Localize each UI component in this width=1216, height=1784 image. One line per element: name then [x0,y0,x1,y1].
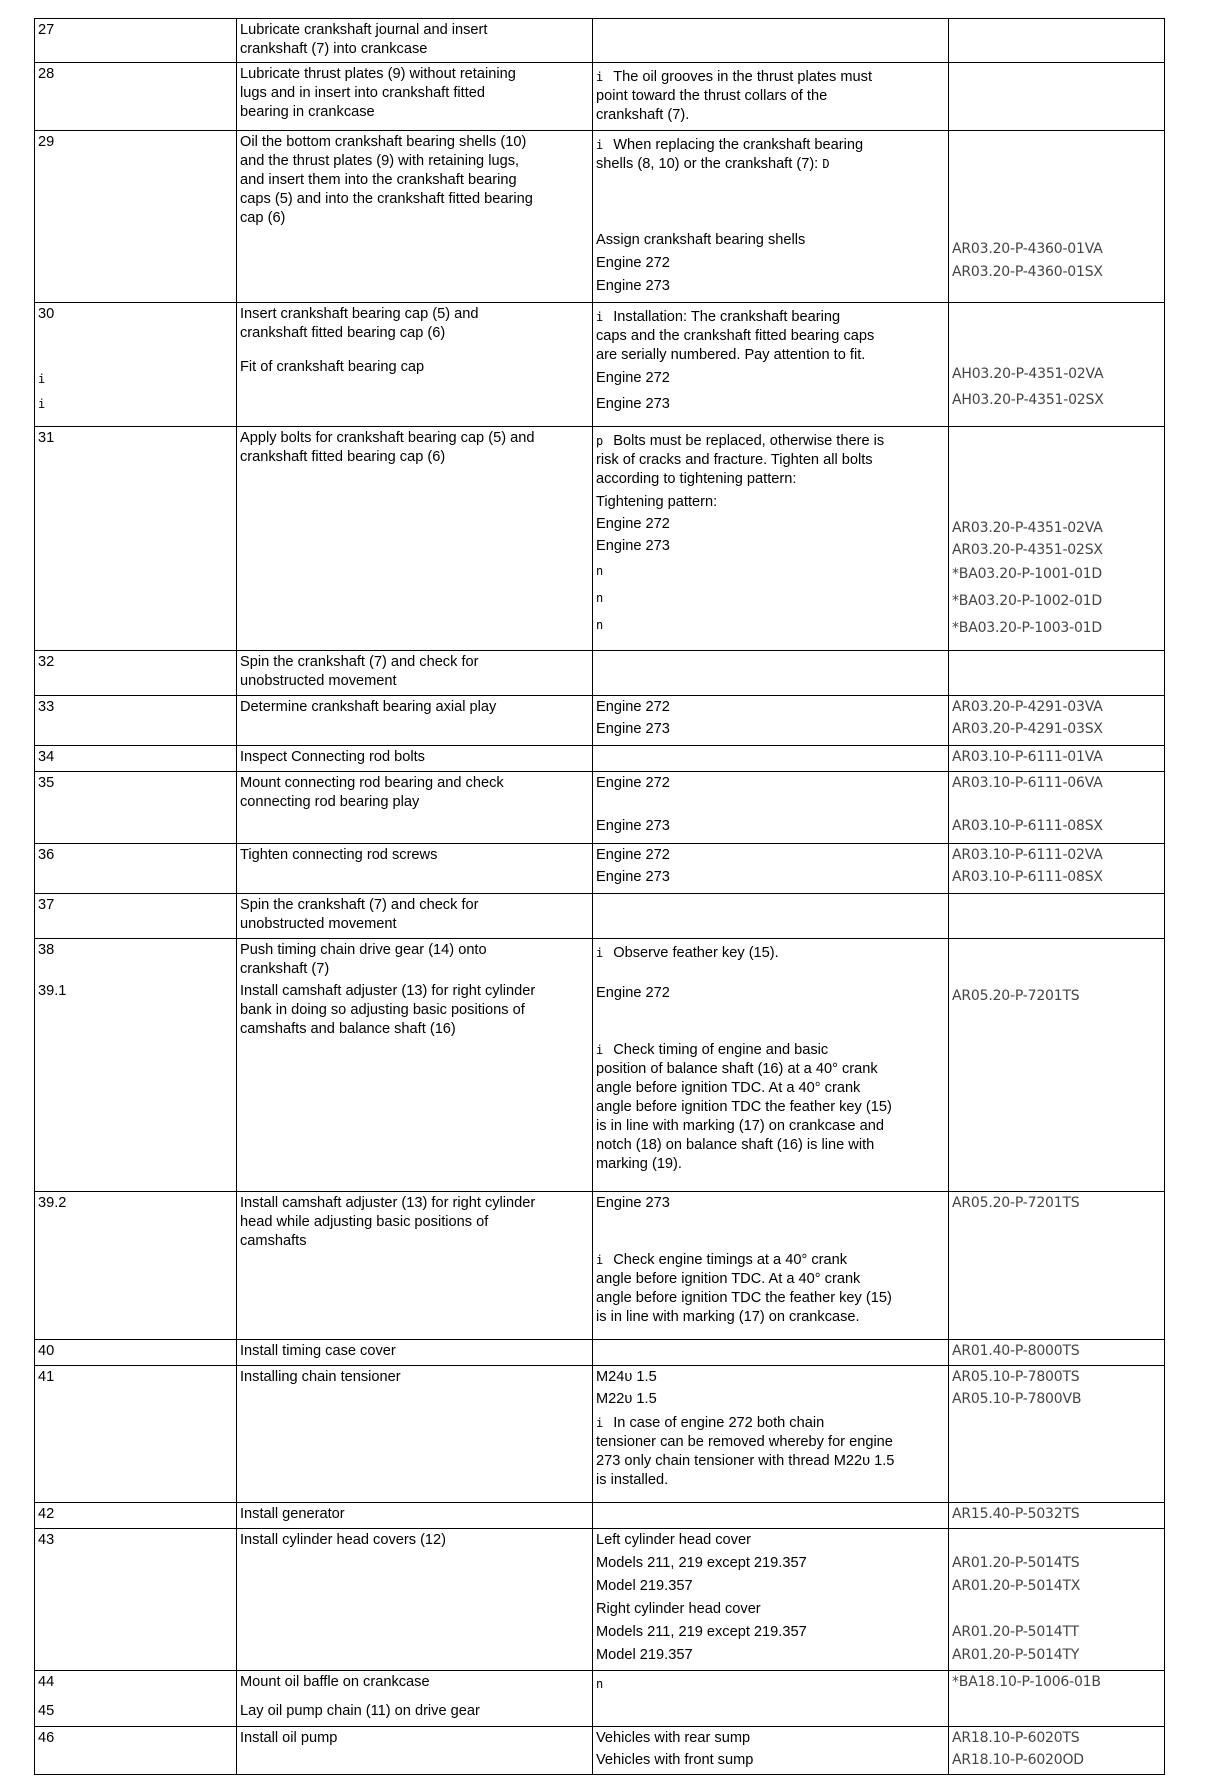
step-action: Spin the crankshaft (7) and check for unobstructed movement [237,651,593,696]
step-note: Vehicles with rear sump Vehicles with front sump [593,1727,949,1775]
table-row [35,303,1165,427]
step-note: Engine 273 i Check engine timings at a 40° crank angle before ignition TDC. At a 40° crank angle before ignition TDC the feather key (15) is in line with marking (17) on crankcase. [593,1192,949,1340]
step-note [593,746,949,772]
step-action: Insert crankshaft bearing cap (5) and crankshaft fitted bearing cap (6) Fit of crankshaft bearing cap [237,303,593,427]
step-action: Tighten connecting rod screws [237,844,593,894]
step-number: 37 [35,894,237,939]
step-number: 28 [35,63,237,131]
table-row [35,1192,1165,1340]
step-number: 38 39.1 [35,939,237,1192]
step-note [593,651,949,696]
step-number: 46 [35,1727,237,1775]
procedure-table [34,18,1165,1775]
step-reference: AR15.40-P-5032TS [949,1503,1165,1529]
step-note [593,894,949,939]
table-row [35,427,1165,651]
step-reference [949,63,1165,131]
step-number: 34 [35,746,237,772]
step-action: Install camshaft adjuster (13) for right cylinder head while adjusting basic positions of camshafts [237,1192,593,1340]
step-reference: AR05.20-P-7201TS [949,1192,1165,1340]
step-number: 29 [35,131,237,303]
table-row [35,894,1165,939]
table-row [35,772,1165,844]
figure-icon: n [596,564,604,578]
step-number: 39.2 [35,1192,237,1340]
step-action: Install cylinder head covers (12) [237,1529,593,1671]
step-action: Lubricate thrust plates (9) without retaining lugs and in insert into crankshaft fitted bearing in crankcase [237,63,593,131]
table-row [35,696,1165,746]
step-action: Determine crankshaft bearing axial play [237,696,593,746]
table-row [35,63,1165,131]
info-icon: i [38,397,46,411]
step-number: 31 [35,427,237,651]
step-reference: AR03.10-P-6111-01VA [949,746,1165,772]
step-reference [949,894,1165,939]
step-reference: AR03.20-P-4351-02VA AR03.20-P-4351-02SX *BA03.20-P-1001-01D *BA03.20-P-1002-01D *BA03.20-P-1003-01D [949,427,1165,651]
step-action: Mount connecting rod bearing and check connecting rod bearing play [237,772,593,844]
step-note: Engine 272 Engine 273 [593,696,949,746]
step-note: i The oil grooves in the thrust plates must point toward the thrust collars of the crankshaft (7). [593,63,949,131]
document-icon: D [822,157,830,171]
step-reference [949,19,1165,63]
info-icon: i [596,1253,604,1267]
step-note: i When replacing the crankshaft bearing shells (8, 10) or the crankshaft (7): D Assign crankshaft bearing shells Engine 272 Engine 273 [593,131,949,303]
info-icon: i [38,372,46,386]
figure-icon: n [596,1677,604,1691]
step-number: 40 [35,1340,237,1366]
step-reference: *BA18.10-P-1006-01B [949,1671,1165,1727]
table-row [35,1503,1165,1529]
figure-icon: n [596,618,604,632]
table-row [35,1671,1165,1727]
table-row [35,939,1165,1192]
info-icon: i [596,310,604,324]
step-reference: AR03.10-P-6111-06VA AR03.10-P-6111-08SX [949,772,1165,844]
step-note: Left cylinder head cover Models 211, 219 except 219.357 Model 219.357 Right cylinder head cover Models 211, 219 except 219.357 Model 219.357 [593,1529,949,1671]
table-row [35,1340,1165,1366]
step-reference [949,651,1165,696]
table-row [35,19,1165,63]
table-row [35,131,1165,303]
info-icon: i [596,70,604,84]
step-action: Install oil pump [237,1727,593,1775]
figure-icon: n [596,591,604,605]
step-action: Apply bolts for crankshaft bearing cap (5) and crankshaft fitted bearing cap (6) [237,427,593,651]
step-note: M24υ 1.5 M22υ 1.5 i In case of engine 272 both chain tensioner can be removed whereby for engine 273 only chain tensioner with thread M22υ 1.5 is installed. [593,1366,949,1503]
step-note [593,1671,949,1727]
step-action: Installing chain tensioner [237,1366,593,1503]
step-action: Inspect Connecting rod bolts [237,746,593,772]
info-icon: i [596,946,604,960]
step-action: Lubricate crankshaft journal and insert crankshaft (7) into crankcase [237,19,593,63]
step-note [593,1340,949,1366]
step-reference: AR03.20-P-4291-03VA AR03.20-P-4291-03SX [949,696,1165,746]
step-note: Engine 272 Engine 273 [593,844,949,894]
step-action: Mount oil baffle on crankcase Lay oil pump chain (11) on drive gear [237,1671,593,1727]
step-action: Install generator [237,1503,593,1529]
step-reference: AR01.40-P-8000TS [949,1340,1165,1366]
step-number: 36 [35,844,237,894]
step-action: Push timing chain drive gear (14) onto crankshaft (7) Install camshaft adjuster (13) for right cylinder bank in doing so adjusting basic positions of camshafts and balance shaft (16) [237,939,593,1192]
warning-icon: p [596,434,604,448]
step-number: 44 45 [35,1671,237,1727]
step-action: Spin the crankshaft (7) and check for unobstructed movement [237,894,593,939]
step-note [593,19,949,63]
step-reference: AR05.10-P-7800TS AR05.10-P-7800VB [949,1366,1165,1503]
step-number: 32 [35,651,237,696]
info-icon: i [596,1043,604,1057]
table-row [35,1366,1165,1503]
step-reference: AR01.20-P-5014TS AR01.20-P-5014TX AR01.20-P-5014TT AR01.20-P-5014TY [949,1529,1165,1671]
step-number: 43 [35,1529,237,1671]
table-row [35,1529,1165,1671]
step-note: i Installation: The crankshaft bearing caps and the crankshaft fitted bearing caps are serially numbered. Pay attention to fit. Engine 272 Engine 273 [593,303,949,427]
step-note: p Bolts must be replaced, otherwise there is risk of cracks and fracture. Tighten all bolts according to tightening pattern: Tightening pattern: Engine 272 Engine 273 n n n [593,427,949,651]
table-row [35,746,1165,772]
step-action: Oil the bottom crankshaft bearing shells (10) and the thrust plates (9) with retaining lugs, and insert them into the crankshaft bearing caps (5) and into the crankshaft fitted bearing cap (6) [237,131,593,303]
table-row [35,844,1165,894]
info-icon: i [596,1416,604,1430]
step-number: 33 [35,696,237,746]
table-row [35,1727,1165,1775]
step-number: 41 [35,1366,237,1503]
step-number: 42 [35,1503,237,1529]
step-reference: AR05.20-P-7201TS [949,939,1165,1192]
info-icon: i [596,138,604,152]
table-row [35,651,1165,696]
step-reference: AR03.20-P-4360-01VA AR03.20-P-4360-01SX [949,131,1165,303]
step-number: 35 [35,772,237,844]
step-number: 27 [35,19,237,63]
step-action: Install timing case cover [237,1340,593,1366]
step-reference: AR18.10-P-6020TS AR18.10-P-6020OD [949,1727,1165,1775]
step-reference: AR03.10-P-6111-02VA AR03.10-P-6111-08SX [949,844,1165,894]
step-reference: AH03.20-P-4351-02VA AH03.20-P-4351-02SX [949,303,1165,427]
step-note [593,1503,949,1529]
step-number: 30 i i [35,303,237,427]
step-note: i Observe feather key (15). Engine 272 i Check timing of engine and basic position of balance shaft (16) at a 40° crank angle before ignition TDC. At a 40° crank angle before ignition TDC the feather key (15) is in line with marking (17) on crankcase and notch (18) on balance shaft (16) is line with marking (19). [593,939,949,1192]
step-note: Engine 272 Engine 273 [593,772,949,844]
